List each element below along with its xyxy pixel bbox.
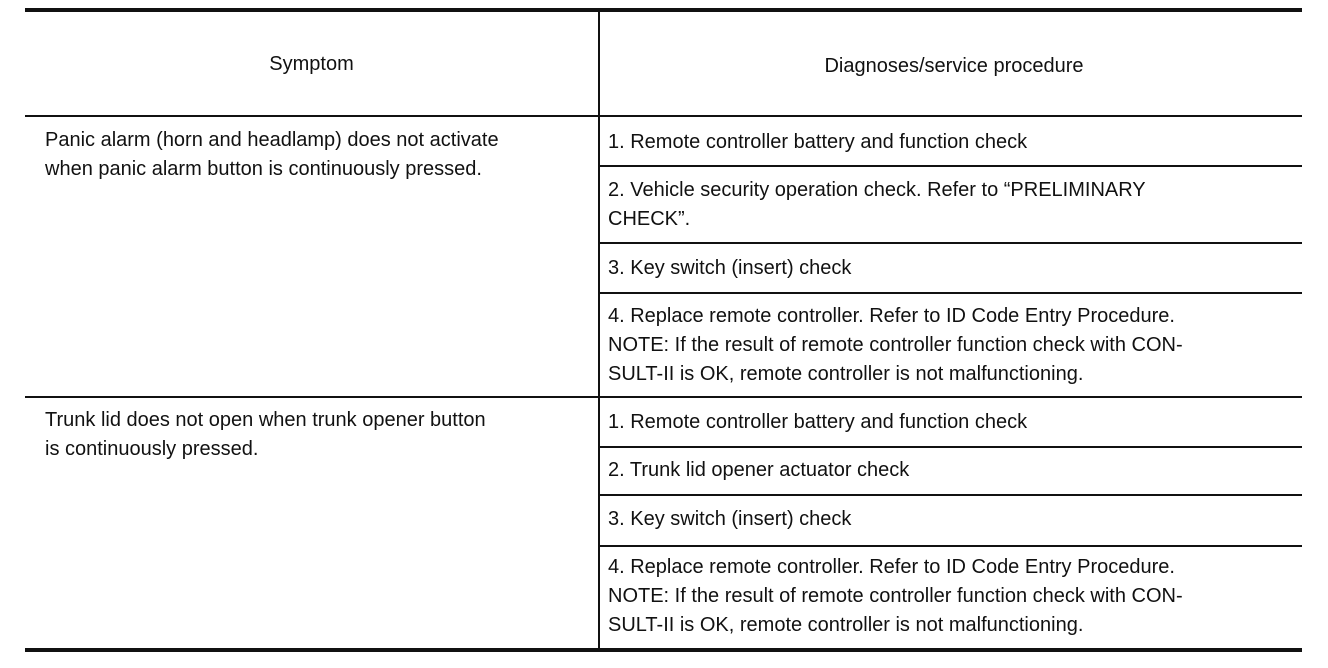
- row-separator: [600, 494, 1302, 496]
- procedure-step: 4. Replace remote controller. Refer to ID Code Entry Procedure. NOTE: If the result of remote controller function check with CON- SULT-II is OK, remote controller is not malfunctioning.: [608, 556, 1183, 636]
- header-procedure: Diagnoses/service procedure: [824, 55, 1084, 77]
- procedure-step: 1. Remote controller battery and function check: [608, 131, 1028, 153]
- group-separator: [25, 396, 1302, 398]
- procedure-step: 4. Replace remote controller. Refer to ID Code Entry Procedure. NOTE: If the result of remote controller function check with CON- SULT-II is OK, remote controller is not malfunctioning.: [608, 305, 1183, 385]
- symptom-panic-alarm: Panic alarm (horn and headlamp) does not activate when panic alarm button is continuously pressed.: [45, 129, 499, 180]
- procedure-step: 2. Vehicle security operation check. Refer to “PRELIMINARY CHECK”.: [608, 179, 1146, 230]
- header-bottom-rule: [25, 115, 1302, 117]
- procedure-step: 2. Trunk lid opener actuator check: [608, 459, 910, 481]
- procedure-step: 3. Key switch (insert) check: [608, 508, 852, 530]
- row-separator: [600, 545, 1302, 547]
- symptom-trunk-lid: Trunk lid does not open when trunk opener button is continuously pressed.: [45, 409, 486, 460]
- header-symptom: Symptom: [269, 53, 354, 75]
- procedure-step: 3. Key switch (insert) check: [608, 257, 852, 279]
- procedure-step: 1. Remote controller battery and function check: [608, 411, 1028, 433]
- row-separator: [600, 165, 1302, 167]
- table-top-rule: [25, 8, 1302, 12]
- row-separator: [600, 446, 1302, 448]
- table-bottom-rule: [25, 648, 1302, 652]
- row-separator: [600, 242, 1302, 244]
- row-separator: [600, 292, 1302, 294]
- column-divider: [598, 12, 600, 648]
